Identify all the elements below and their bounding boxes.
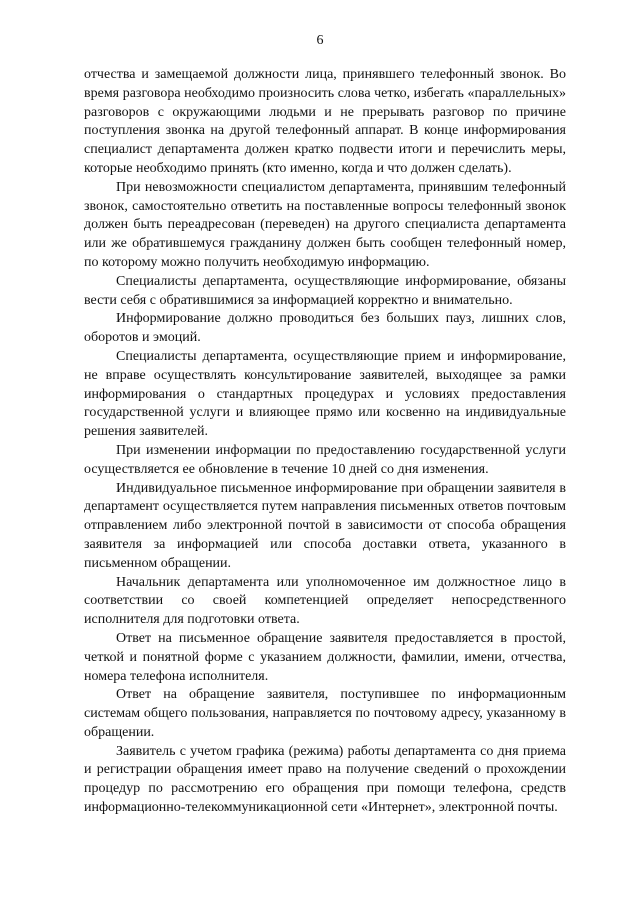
paragraph: Информирование должно проводиться без больших пауз, лишних слов, оборотов и эмоций.: [84, 311, 566, 346]
page-number: 6: [316, 33, 324, 48]
paragraph: Ответ на письменное обращение заявителя предоставляется в простой, четкой и понятной форме с указанием должности, фамилии, имени, отчества, номера телефона исполнителя.: [84, 630, 566, 684]
paragraph-continuation: отчества и замещаемой должности лица, принявшего телефонный звонок. Во время разговора необходимо произносить слова четко, избегать «параллельных» разговоров с окружающими людьми и не прерывать разговор по причине поступления звонка на другой телефонный аппарат. В конце информирования специалист департамента должен кратко подвести итоги и перечислить меры, которые необходимо принять (кто именно, когда и что должен сделать).: [84, 67, 566, 176]
paragraph: Специалисты департамента, осуществляющие прием и информирование, не вправе осуществлять консультирование заявителей, выходящее за рамки информирования о стандартных процедурах и условиях предоставления государственной услуги и влияющее прямо или косвенно на индивидуальные решения заявителей.: [84, 348, 566, 440]
paragraph: При невозможности специалистом департамента, принявшим телефонный звонок, самостоятельно ответить на поставленные вопросы телефонный звонок должен быть переадресован (переведен) на другого специалиста департамента или же обратившемуся гражданину должен быть сообщен телефонный номер, по которому можно получить необходимую информацию.: [84, 179, 566, 270]
paragraph: Специалисты департамента, осуществляющие информирование, обязаны вести себя с обратившимися за информацией корректно и внимательно.: [84, 273, 566, 308]
paragraph: Заявитель с учетом графика (режима) работы департамента со дня приема и регистрации обращения имеет право на получение сведений о прохождении процедур по рассмотрению его обращения при помощи телефона, средств информационно-телекоммуникационной сети «Интернет», электронной почты.: [84, 743, 566, 816]
paragraph: Индивидуальное письменное информирование при обращении заявителя в департамент осуществляется путем направления письменных ответов почтовым отправлением либо электронной почтой в зависимости от способа обращения заявителя за информацией или способа доставки ответа, указанного в письменном обращении.: [84, 480, 566, 571]
paragraph: При изменении информации по предоставлению государственной услуги осуществляется ее обновление в течение 10 дней со дня изменения.: [84, 442, 566, 477]
paragraph: Ответ на обращение заявителя, поступившее по информационным системам общего пользования, направляется по почтовому адресу, указанному в обращении.: [84, 687, 566, 740]
paragraph: Начальник департамента или уполномоченное им должностное лицо в соответствии со своей компетенцией определяет непосредственного исполнителя для подготовки ответа.: [84, 574, 566, 628]
document-body: [84, 66, 566, 818]
